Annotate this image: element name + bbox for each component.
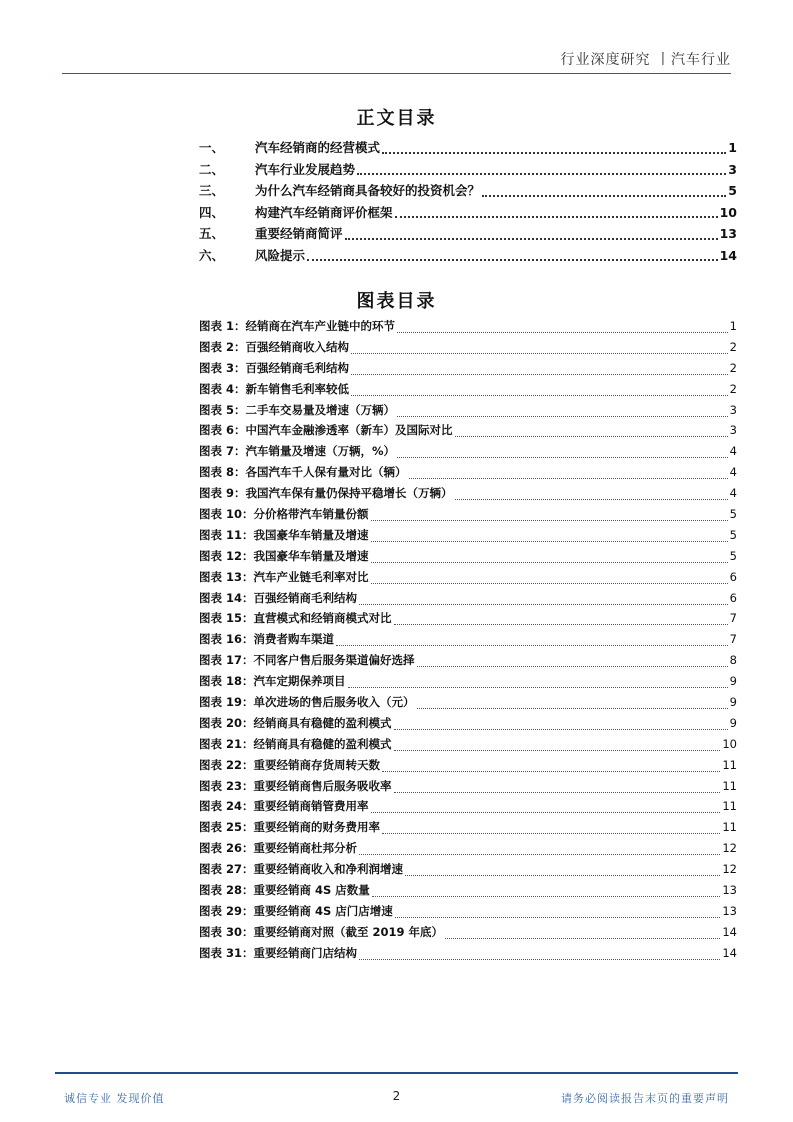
figure-entry[interactable]: [199, 402, 737, 423]
figure-entry-title: 图表 24：重要经销商销管费用率: [199, 799, 369, 814]
figure-entry-page: 8: [729, 653, 737, 668]
figure-entry-title: 图表 14：百强经销商毛利结构: [199, 590, 358, 605]
figure-entry-page: 5: [729, 527, 737, 542]
dot-leader: [371, 812, 721, 813]
dot-leader: [382, 771, 720, 772]
figure-entry[interactable]: [199, 548, 737, 569]
toc-entry-page: 3: [728, 161, 737, 177]
figure-entry-page: 9: [729, 695, 737, 710]
figure-entry[interactable]: [199, 715, 737, 736]
toc-entry-page: 5: [728, 183, 737, 198]
figure-entry[interactable]: [199, 590, 737, 611]
figure-entry-title: 图表 15：直营模式和经销商模式对比: [199, 611, 392, 626]
figure-entry-page: 2: [729, 381, 737, 396]
toc-entry-page: 1: [728, 140, 737, 155]
figure-entry-title: 图表 27：重要经销商收入和净利润增速: [199, 862, 404, 877]
toc-entry-number: 一、: [199, 140, 225, 155]
toc-entry-page: 10: [719, 204, 737, 220]
figure-entry-title: 图表 16：消费者购车渠道: [199, 632, 335, 647]
figure-entry-title: 图表 2：百强经销商收入结构: [199, 339, 350, 354]
figure-entry-page: 11: [722, 820, 737, 835]
dot-leader: [394, 750, 721, 751]
dot-leader: [417, 666, 728, 667]
toc-heading: 正文目录: [356, 108, 437, 129]
toc-entry[interactable]: [199, 160, 737, 182]
figure-entry-title: 图表 17：不同客户售后服务渠道偏好选择: [199, 653, 415, 668]
figure-entry[interactable]: [199, 840, 737, 861]
figure-entry-title: 图表 9：我国汽车保有量仍保持平稳增长（万辆）: [199, 486, 453, 501]
figure-entry-page: 6: [729, 590, 737, 605]
figure-entry-title: 图表 30：重要经销商对照（截至 2019 年底）: [199, 924, 444, 939]
dot-leader: [345, 238, 718, 240]
dot-leader: [405, 875, 720, 876]
figure-entry[interactable]: [199, 694, 737, 715]
figure-entry[interactable]: [199, 610, 737, 631]
figure-entry-page: 9: [729, 674, 737, 689]
figure-entry-title: 图表 19：单次进场的售后服务收入（元）: [199, 695, 415, 710]
figure-entry-page: 6: [729, 569, 737, 584]
dot-leader: [395, 216, 718, 218]
figure-entry-title: 图表 29：重要经销商 4S 店门店增速: [199, 903, 393, 918]
figure-entry[interactable]: [199, 673, 737, 694]
figure-entry-title: 图表 28：重要经销商 4S 店数量: [199, 883, 370, 898]
figure-entry-page: 11: [722, 778, 737, 793]
figure-entry[interactable]: [199, 443, 737, 464]
figure-entry-title: 图表 13：汽车产业链毛利率对比: [199, 569, 369, 584]
toc-entry[interactable]: [199, 246, 737, 268]
figure-entry-page: 12: [722, 841, 737, 856]
figures-list: [199, 318, 737, 966]
figure-entry[interactable]: [199, 464, 737, 485]
figure-entry-page: 5: [729, 507, 737, 522]
toc-entry-title: 汽车行业发展趋势: [255, 161, 356, 177]
toc-entry-number: 四、: [199, 204, 225, 220]
dot-leader: [394, 729, 728, 730]
figure-entry-title: 图表 3：百强经销商毛利结构: [199, 360, 350, 375]
toc-entry[interactable]: [199, 224, 737, 246]
figure-entry-page: 2: [729, 360, 737, 375]
figures-heading: 图表目录: [356, 291, 437, 312]
dot-leader: [394, 624, 728, 625]
toc-entry-title: 为什么汽车经销商具备较好的投资机会？: [255, 183, 481, 198]
figure-entry[interactable]: [199, 422, 737, 443]
dot-leader: [382, 833, 720, 834]
toc-entry-page: 14: [719, 247, 737, 263]
figure-entry-title: 图表 1：经销商在汽车产业链中的环节: [199, 319, 396, 333]
figure-entry-page: 3: [729, 423, 737, 438]
figure-entry-page: 7: [729, 632, 737, 647]
dot-leader: [307, 259, 718, 261]
figure-entry-page: 3: [729, 402, 737, 417]
figure-entry[interactable]: [199, 506, 737, 527]
page-number: 2: [392, 1089, 401, 1103]
figure-entry-title: 图表 22：重要经销商存货周转天数: [199, 757, 381, 772]
figure-entry-title: 图表 4：新车销售毛利率较低: [199, 381, 350, 396]
figure-entry[interactable]: [199, 381, 737, 402]
dot-leader: [397, 457, 728, 458]
toc-entry-page: 13: [719, 226, 737, 241]
toc-entry-number: 五、: [199, 226, 225, 241]
dot-leader: [351, 395, 728, 396]
toc-entry-title: 构建汽车经销商评价框架: [255, 204, 393, 220]
toc-entry[interactable]: [199, 203, 737, 225]
figure-entry[interactable]: [199, 757, 737, 778]
footer-slogan: 诚信专业 发现价值: [64, 1092, 165, 1105]
figure-entry[interactable]: [199, 798, 737, 819]
toc-entry-number: 二、: [199, 161, 225, 177]
figure-entry-page: 14: [722, 945, 737, 960]
toc-entry-number: 六、: [199, 247, 225, 263]
figure-entry-page: 7: [729, 611, 737, 626]
figure-entry-page: 13: [722, 883, 737, 898]
figure-entry-title: 图表 5：二手车交易量及增速（万辆）: [199, 402, 396, 417]
dot-leader: [394, 792, 721, 793]
figure-entry-title: 图表 31：重要经销商门店结构: [199, 945, 358, 960]
toc-entry-title: 风险提示: [255, 247, 306, 263]
figure-entry[interactable]: [199, 924, 737, 945]
dot-leader: [357, 173, 726, 175]
footer-divider: [55, 1072, 738, 1074]
dot-leader: [351, 353, 728, 354]
dot-leader: [445, 938, 720, 939]
figure-entry-title: 图表 11：我国豪华车销量及增速: [199, 527, 369, 542]
figure-entry[interactable]: [199, 318, 737, 339]
figure-entry[interactable]: [199, 778, 737, 799]
figure-entry-title: 图表 8：各国汽车千人保有量对比（辆）: [199, 465, 407, 480]
figure-entry[interactable]: [199, 882, 737, 903]
figure-entry[interactable]: [199, 736, 737, 757]
toc-entry-title: 汽车经销商的经营模式: [255, 140, 381, 155]
dot-leader: [372, 896, 721, 897]
figure-entry-page: 11: [722, 757, 737, 772]
figure-entry[interactable]: [199, 652, 737, 673]
figure-entry-title: 图表 20：经销商具有稳健的盈利模式: [199, 715, 392, 730]
figure-entry[interactable]: [199, 945, 737, 966]
figure-entry-title: 图表 23：重要经销商售后服务吸收率: [199, 778, 392, 793]
dot-leader: [371, 520, 728, 521]
dot-leader: [397, 416, 728, 417]
toc-entry[interactable]: [199, 181, 737, 203]
report-header: 行业深度研究 丨汽车行业: [560, 52, 731, 68]
header-divider: [62, 73, 731, 74]
figure-entry-page: 9: [729, 715, 737, 730]
dot-leader: [395, 917, 721, 918]
figure-entry-page: 1: [729, 319, 737, 333]
dot-leader: [482, 195, 726, 197]
toc-entry[interactable]: [199, 138, 737, 160]
figure-entry-page: 13: [722, 903, 737, 918]
figure-entry[interactable]: [199, 485, 737, 506]
toc-list: [199, 138, 737, 267]
dot-leader: [348, 687, 728, 688]
dot-leader: [359, 604, 728, 605]
figure-entry-title: 图表 18：汽车定期保养项目: [199, 674, 346, 689]
dot-leader: [371, 541, 728, 542]
figure-entry-page: 4: [729, 444, 737, 459]
figure-entry-title: 图表 7：汽车销量及增速（万辆，%）: [199, 444, 396, 459]
figure-entry-title: 图表 26：重要经销商杜邦分析: [199, 841, 358, 856]
dot-leader: [359, 854, 720, 855]
figure-entry-title: 图表 21：经销商具有稳健的盈利模式: [199, 736, 392, 751]
figure-entry-title: 图表 25：重要经销商的财务费用率: [199, 820, 381, 835]
figure-entry[interactable]: [199, 339, 737, 360]
dot-leader: [397, 332, 728, 333]
toc-entry-number: 三、: [199, 183, 225, 198]
figure-entry-page: 11: [722, 799, 737, 814]
figure-entry-title: 图表 12：我国豪华车销量及增速: [199, 548, 369, 563]
dot-leader: [382, 152, 726, 154]
dot-leader: [371, 583, 728, 584]
dot-leader: [371, 562, 728, 563]
figure-entry[interactable]: [199, 903, 737, 924]
figure-entry-title: 图表 10：分价格带汽车销量份额: [199, 507, 369, 522]
figure-entry-page: 12: [722, 862, 737, 877]
toc-entry-title: 重要经销商简评: [255, 226, 343, 241]
footer-disclaimer: 请务必阅读报告末页的重要声明: [561, 1092, 729, 1105]
figure-entry[interactable]: [199, 861, 737, 882]
figure-entry-page: 4: [729, 465, 737, 480]
dot-leader: [417, 708, 728, 709]
figure-entry-title: 图表 6：中国汽车金融渗透率（新车）及国际对比: [199, 423, 453, 438]
dot-leader: [409, 478, 728, 479]
figure-entry[interactable]: [199, 819, 737, 840]
dot-leader: [455, 499, 728, 500]
dot-leader: [359, 959, 720, 960]
figure-entry-page: 2: [729, 339, 737, 354]
dot-leader: [351, 374, 728, 375]
dot-leader: [336, 645, 728, 646]
figure-entry-page: 4: [729, 486, 737, 501]
figure-entry-page: 10: [722, 736, 737, 751]
figure-entry[interactable]: [199, 569, 737, 590]
figure-entry[interactable]: [199, 631, 737, 652]
figure-entry[interactable]: [199, 527, 737, 548]
dot-leader: [455, 436, 728, 437]
figure-entry-page: 5: [729, 548, 737, 563]
figure-entry[interactable]: [199, 360, 737, 381]
figure-entry-page: 14: [722, 924, 737, 939]
